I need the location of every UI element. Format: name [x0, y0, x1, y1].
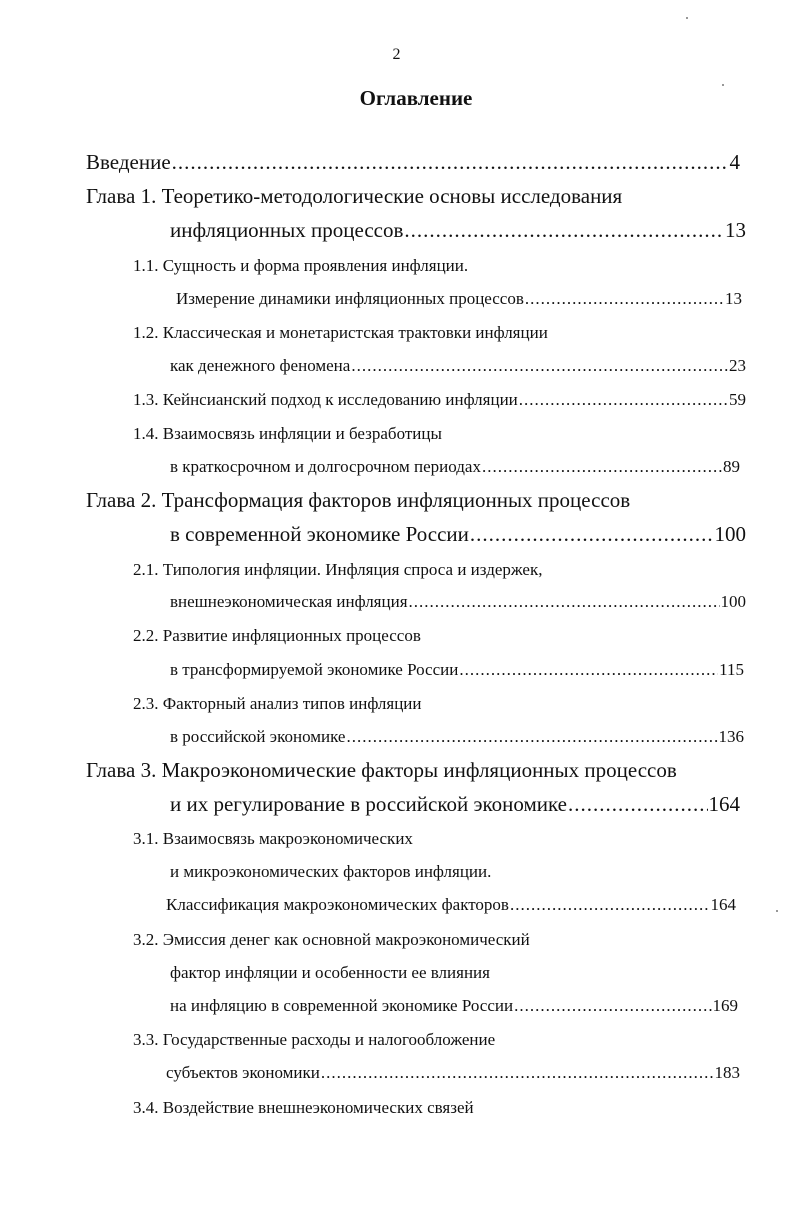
toc-entry-line: [170, 457, 740, 477]
toc-entry-text: субъектов экономики: [166, 1063, 320, 1082]
toc-entry-text: 2.1. Типология инфляции. Инфляция спроса и издержек,: [133, 560, 543, 579]
toc-entry-line: [166, 1063, 740, 1083]
toc-page-number: 169: [712, 996, 738, 1015]
toc-entry-text: фактор инфляции и особенности ее влияния: [170, 963, 490, 982]
toc-entry-text: в российской экономике: [170, 727, 346, 746]
toc-entry-line: [176, 289, 742, 309]
toc-leader-dots: [346, 727, 717, 747]
toc-leader-dots: [519, 390, 728, 410]
toc-entry-1-3[interactable]: [133, 390, 746, 410]
toc-entry-text: 1.2. Классическая и монетаристская трактовки инфляции: [133, 323, 548, 342]
toc-leader-dots: [510, 895, 710, 915]
toc-entry-line: [170, 660, 744, 680]
toc-entry-text: 3.1. Взаимосвязь макроэкономических: [133, 829, 413, 848]
toc-entry-text: 1.1. Сущность и форма проявления инфляции.: [133, 256, 469, 275]
toc-leader-dots: [459, 660, 718, 680]
toc-entry-text: как денежного феномена: [170, 356, 351, 375]
toc-leader-dots: [482, 457, 722, 477]
toc-entry-text: Измерение динамики инфляционных процессов: [176, 289, 524, 308]
toc-entry-text: и их регулирование в российской экономике: [170, 792, 567, 816]
toc-entry-text: Классификация макроэкономических факторов: [166, 895, 509, 914]
toc-entry-line: [170, 592, 746, 612]
toc-leader-dots: [525, 289, 724, 309]
toc-page-number: 89: [723, 457, 740, 476]
toc-leader-dots: [404, 218, 724, 243]
toc-entry-text: в современной экономике России: [170, 522, 469, 546]
toc-leader-dots: [409, 592, 720, 612]
toc-entry-text: и микроэкономических факторов инфляции.: [170, 862, 492, 881]
toc-entry-text: 2.3. Факторный анализ типов инфляции: [133, 694, 422, 713]
toc-page-number: 164: [710, 895, 736, 914]
toc-leader-dots: [321, 1063, 714, 1083]
toc-leader-dots: [351, 356, 728, 376]
toc-leader-dots: [172, 150, 729, 175]
toc-page-number: 115: [719, 660, 744, 679]
toc-page-number: 136: [718, 727, 744, 746]
toc-entry-line: [170, 218, 746, 243]
scan-speck: [686, 17, 688, 19]
toc-entry-text: 3.2. Эмиссия денег как основной макроэкономический: [133, 930, 530, 949]
toc-page-number: 4: [729, 150, 740, 174]
toc-entry-text: Глава 1. Теоретико-методологические основы исследования: [86, 184, 623, 208]
toc-page-number: 23: [729, 356, 746, 375]
toc-leader-dots: [514, 996, 711, 1016]
toc-entry-line: [170, 522, 746, 547]
toc-entry-line: [170, 996, 738, 1016]
toc-page-number: 13: [725, 289, 742, 308]
toc-entry-intro[interactable]: [86, 150, 740, 175]
toc-entry-text: 2.2. Развитие инфляционных процессов: [133, 626, 421, 645]
toc-entry-text: Глава 2. Трансформация факторов инфляционных процессов: [86, 488, 631, 512]
toc-leader-dots: [568, 792, 708, 817]
toc-entry-text: 3.4. Воздействие внешнеэкономических связей: [133, 1098, 474, 1117]
toc-entry-3-4[interactable]: [133, 1098, 474, 1118]
toc-entry-line: [170, 792, 740, 817]
toc-page-number: 59: [729, 390, 746, 409]
scan-speck: [776, 910, 778, 912]
toc-page-number: 100: [720, 592, 746, 611]
toc-entry-line: [170, 356, 746, 376]
toc-page-number: 164: [708, 792, 740, 816]
toc-entry-text: в трансформируемой экономике России: [170, 660, 459, 679]
toc-entry-text: 1.4. Взаимосвязь инфляции и безработицы: [133, 424, 442, 443]
toc-page-number: 100: [714, 522, 746, 546]
toc-entry-text: 1.3. Кейнсианский подход к исследованию инфляции: [133, 390, 518, 409]
toc-page-number: 13: [725, 218, 746, 242]
toc-entry-line: [166, 895, 736, 915]
toc-entry-text: Глава 3. Макроэкономические факторы инфляционных процессов: [86, 758, 677, 782]
toc-entry-text: на инфляцию в современной экономике России: [170, 996, 514, 1015]
toc-entry-text: 3.3. Государственные расходы и налогообложение: [133, 1030, 496, 1049]
toc-title: Оглавление: [359, 86, 473, 110]
page-number: 2: [392, 46, 401, 63]
toc-entry-line: [170, 727, 744, 747]
toc-leader-dots: [470, 522, 714, 547]
toc-page-number: 183: [714, 1063, 740, 1082]
toc-entry-text: Введение: [86, 150, 171, 174]
toc-entry-text: в краткосрочном и долгосрочном периодах: [170, 457, 481, 476]
toc-entry-text: внешнеэкономическая инфляция: [170, 592, 408, 611]
toc-entry-text: инфляционных процессов: [170, 218, 404, 242]
scan-speck: [722, 84, 724, 86]
